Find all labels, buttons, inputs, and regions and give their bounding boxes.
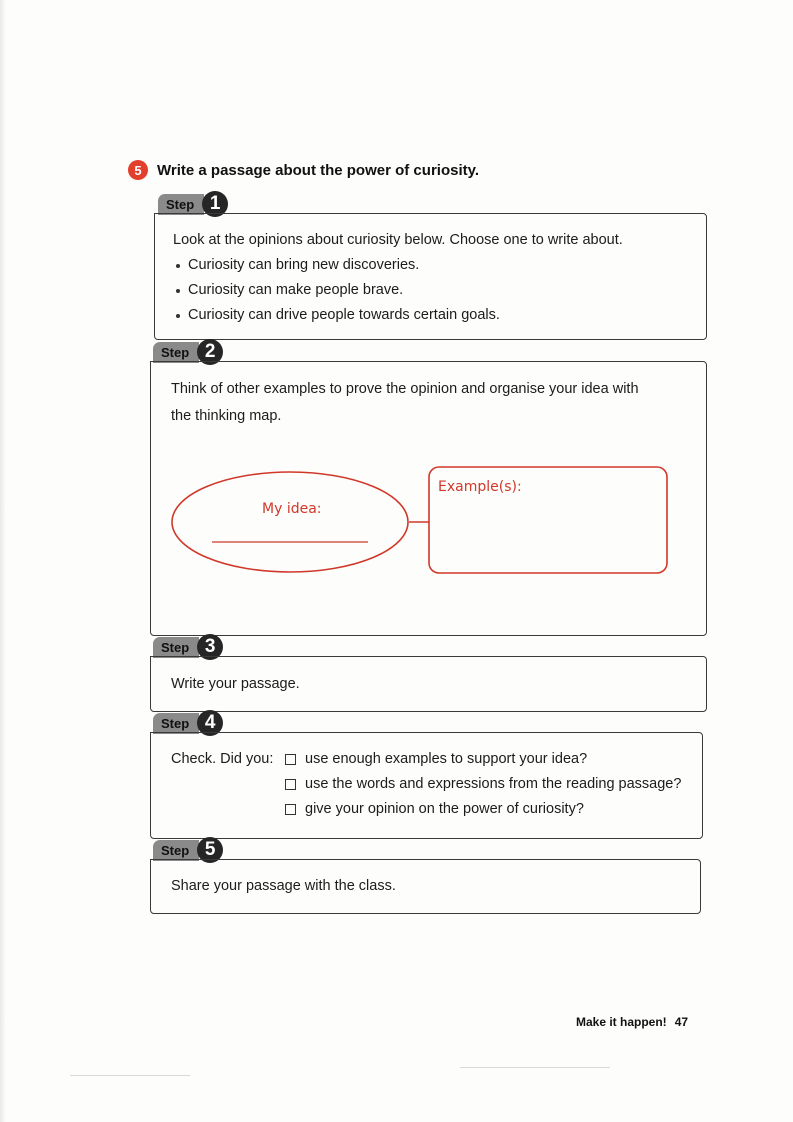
step-3-box bbox=[150, 656, 707, 712]
checklist-item-text: use enough examples to support your idea? bbox=[305, 751, 588, 767]
step-number-badge: 3 bbox=[197, 634, 223, 660]
step-3-text: Write your passage. bbox=[171, 676, 300, 692]
task-title: Write a passage about the power of curiosity. bbox=[157, 161, 480, 179]
step-number-badge: 1 bbox=[202, 191, 228, 217]
step-2-text-line2: the thinking map. bbox=[171, 408, 282, 424]
checklist-item[interactable] bbox=[285, 772, 681, 797]
step-5-box bbox=[150, 859, 701, 914]
opinion-item: Curiosity can bring new discoveries. bbox=[173, 253, 623, 278]
step-label: Step bbox=[153, 713, 199, 734]
page-number: 47 bbox=[674, 1015, 689, 1029]
footer-label: Make it happen! bbox=[576, 1015, 667, 1029]
step-label: Step bbox=[153, 840, 199, 861]
checklist bbox=[285, 747, 681, 822]
step-2-text-line1: Think of other examples to prove the opinion and organise your idea with bbox=[171, 381, 639, 397]
step-1-intro: Look at the opinions about curiosity below. Choose one to write about. bbox=[173, 232, 623, 248]
checklist-item-text: use the words and expressions from the reading passage? bbox=[305, 776, 682, 792]
check-prompt: Check. Did you: bbox=[171, 751, 274, 767]
checklist-item-text: give your opinion on the power of curiosity? bbox=[305, 801, 584, 817]
step-label: Step bbox=[153, 342, 199, 363]
faint-scan-line bbox=[460, 1067, 610, 1068]
checkbox[interactable] bbox=[285, 804, 296, 815]
idea-label: My idea: bbox=[262, 501, 322, 517]
opinion-item: Curiosity can drive people towards certain goals. bbox=[173, 303, 623, 328]
checkbox[interactable] bbox=[285, 779, 296, 790]
idea-bubble bbox=[172, 472, 408, 572]
checklist-item[interactable] bbox=[285, 797, 681, 822]
checklist-item[interactable] bbox=[285, 747, 681, 772]
page-footer bbox=[576, 1015, 688, 1029]
examples-label: Example(s): bbox=[438, 479, 522, 495]
faint-scan-line bbox=[70, 1075, 190, 1076]
opinion-item: Curiosity can make people brave. bbox=[173, 278, 623, 303]
step-5-text: Share your passage with the class. bbox=[171, 878, 396, 894]
step-label: Step bbox=[153, 637, 199, 658]
step-label: Step bbox=[158, 194, 204, 215]
step-number-badge: 4 bbox=[197, 710, 223, 736]
task-number-badge: 5 bbox=[128, 160, 148, 180]
step-number-badge: 5 bbox=[197, 837, 223, 863]
step-number-badge: 2 bbox=[197, 339, 223, 365]
checkbox[interactable] bbox=[285, 754, 296, 765]
step-4-box bbox=[150, 732, 703, 839]
